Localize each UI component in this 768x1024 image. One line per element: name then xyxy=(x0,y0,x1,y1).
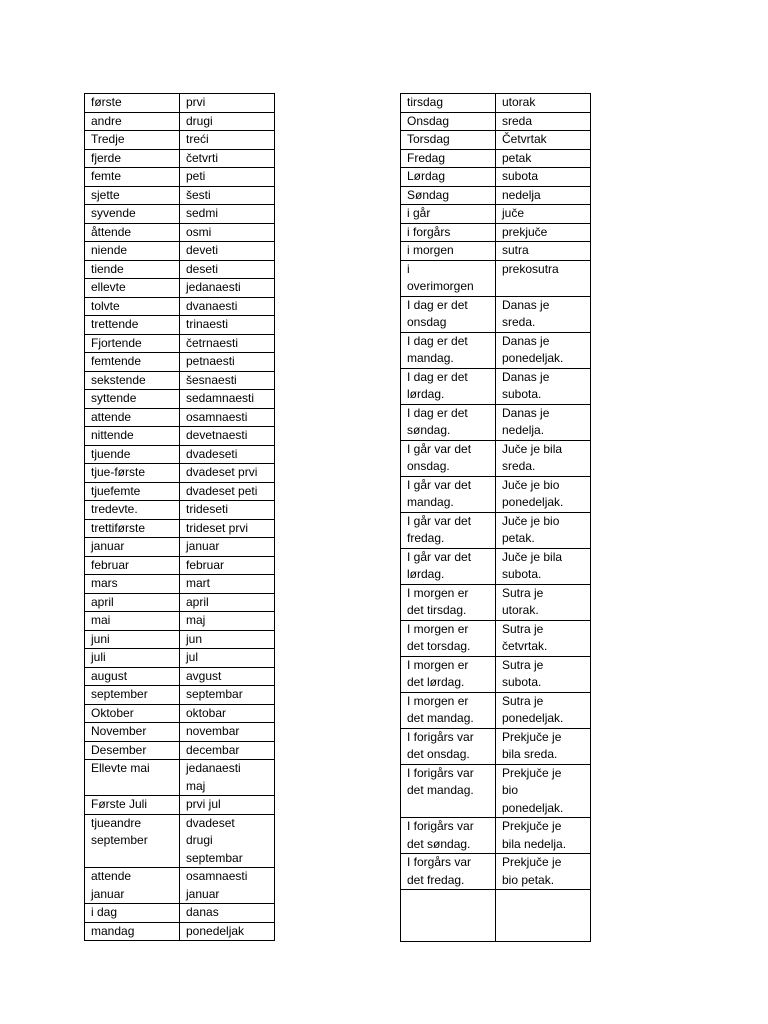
norwegian-term-cell: tjuefemte xyxy=(85,482,180,501)
norwegian-term-cell: Onsdag xyxy=(401,112,496,131)
norwegian-term-cell xyxy=(401,890,496,942)
serbian-term-cell: peti xyxy=(180,168,275,187)
table-row xyxy=(401,368,591,404)
norwegian-term-cell: sjette xyxy=(85,186,180,205)
table-row xyxy=(401,149,591,168)
norwegian-term-cell: syvende xyxy=(85,205,180,224)
table-row xyxy=(85,501,275,520)
norwegian-term-cell: trettiførste xyxy=(85,519,180,538)
table-row xyxy=(85,704,275,723)
norwegian-term-cell: I morgen er det lørdag. xyxy=(401,656,496,692)
serbian-term-cell: Sutra je utorak. xyxy=(496,584,591,620)
table-row xyxy=(401,854,591,890)
norwegian-term-cell: første xyxy=(85,94,180,113)
table-row xyxy=(85,575,275,594)
table-row xyxy=(85,556,275,575)
table-row xyxy=(85,260,275,279)
serbian-term-cell: Juče je bio petak. xyxy=(496,512,591,548)
norwegian-term-cell: i forgårs xyxy=(401,223,496,242)
serbian-term-cell: Četvrtak xyxy=(496,131,591,150)
table-row xyxy=(401,94,591,113)
table-row xyxy=(401,890,591,942)
table-row xyxy=(401,332,591,368)
serbian-term-cell: dvadeset drugi septembar xyxy=(180,814,275,868)
norwegian-term-cell: sekstende xyxy=(85,371,180,390)
table-row xyxy=(85,482,275,501)
serbian-term-cell: maj xyxy=(180,612,275,631)
serbian-term-cell: mart xyxy=(180,575,275,594)
norwegian-term-cell: I går var det onsdag. xyxy=(401,440,496,476)
serbian-term-cell: četvrti xyxy=(180,149,275,168)
serbian-term-cell: jedanaesti xyxy=(180,279,275,298)
norwegian-term-cell: Tredje xyxy=(85,131,180,150)
serbian-term-cell: juče xyxy=(496,205,591,224)
serbian-term-cell: februar xyxy=(180,556,275,575)
serbian-term-cell: sedamnaesti xyxy=(180,390,275,409)
serbian-term-cell: Danas je ponedeljak. xyxy=(496,332,591,368)
serbian-term-cell: petak xyxy=(496,149,591,168)
serbian-term-cell: šesnaesti xyxy=(180,371,275,390)
table-row xyxy=(401,205,591,224)
table-row xyxy=(85,427,275,446)
serbian-term-cell xyxy=(496,890,591,942)
table-row xyxy=(85,94,275,113)
table-row xyxy=(85,186,275,205)
vocabulary-table-left xyxy=(84,93,275,941)
norwegian-term-cell: I dag er det søndag. xyxy=(401,404,496,440)
table-row xyxy=(85,242,275,261)
norwegian-term-cell: Oktober xyxy=(85,704,180,723)
table-row xyxy=(85,316,275,335)
norwegian-term-cell: tolvte xyxy=(85,297,180,316)
serbian-term-cell: trideseti xyxy=(180,501,275,520)
serbian-term-cell: jun xyxy=(180,630,275,649)
norwegian-term-cell: september xyxy=(85,686,180,705)
serbian-term-cell: Danas je subota. xyxy=(496,368,591,404)
norwegian-term-cell: tjuende xyxy=(85,445,180,464)
serbian-term-cell: Prekjuče je bio ponedeljak. xyxy=(496,764,591,818)
table-row xyxy=(85,279,275,298)
serbian-term-cell: Sutra je četvrtak. xyxy=(496,620,591,656)
serbian-term-cell: osamnaesti januar xyxy=(180,868,275,904)
norwegian-term-cell: august xyxy=(85,667,180,686)
norwegian-term-cell: åttende xyxy=(85,223,180,242)
norwegian-term-cell: Søndag xyxy=(401,186,496,205)
serbian-term-cell: Juče je bila subota. xyxy=(496,548,591,584)
table-row xyxy=(85,868,275,904)
vocabulary-table-right xyxy=(400,93,591,942)
table-row xyxy=(85,297,275,316)
serbian-term-cell: devetnaesti xyxy=(180,427,275,446)
serbian-term-cell: osmi xyxy=(180,223,275,242)
serbian-term-cell: dvanaesti xyxy=(180,297,275,316)
table-row xyxy=(401,584,591,620)
serbian-term-cell: novembar xyxy=(180,723,275,742)
serbian-term-cell: septembar xyxy=(180,686,275,705)
table-row xyxy=(85,593,275,612)
norwegian-term-cell: tjue-første xyxy=(85,464,180,483)
table-row xyxy=(85,612,275,631)
serbian-term-cell: deseti xyxy=(180,260,275,279)
serbian-term-cell: jul xyxy=(180,649,275,668)
serbian-term-cell: danas xyxy=(180,904,275,923)
serbian-term-cell: dvadeset prvi xyxy=(180,464,275,483)
table-row xyxy=(85,519,275,538)
table-row xyxy=(85,538,275,557)
norwegian-term-cell: I forigårs var det søndag. xyxy=(401,818,496,854)
table-row xyxy=(85,371,275,390)
table-row xyxy=(85,686,275,705)
norwegian-term-cell: mai xyxy=(85,612,180,631)
table-row xyxy=(85,149,275,168)
table-row xyxy=(401,223,591,242)
table-row xyxy=(401,818,591,854)
table-row xyxy=(401,620,591,656)
norwegian-term-cell: ellevte xyxy=(85,279,180,298)
table-row xyxy=(85,464,275,483)
serbian-term-cell: Prekjuče je bila sreda. xyxy=(496,728,591,764)
norwegian-term-cell: i dag xyxy=(85,904,180,923)
table-row xyxy=(401,692,591,728)
serbian-term-cell: Prekjuče je bila nedelja. xyxy=(496,818,591,854)
table-row xyxy=(401,728,591,764)
table-row xyxy=(85,223,275,242)
vocabulary-table-left-body xyxy=(85,94,275,941)
serbian-term-cell: Juče je bio ponedeljak. xyxy=(496,476,591,512)
table-row xyxy=(85,445,275,464)
table-row xyxy=(85,112,275,131)
table-row xyxy=(401,112,591,131)
norwegian-term-cell: Lørdag xyxy=(401,168,496,187)
table-row xyxy=(401,296,591,332)
norwegian-term-cell: tiende xyxy=(85,260,180,279)
norwegian-term-cell: trettende xyxy=(85,316,180,335)
norwegian-term-cell: I forigårs var det onsdag. xyxy=(401,728,496,764)
norwegian-term-cell: I morgen er det tirsdag. xyxy=(401,584,496,620)
norwegian-term-cell: juni xyxy=(85,630,180,649)
norwegian-term-cell: januar xyxy=(85,538,180,557)
norwegian-term-cell: mandag xyxy=(85,922,180,941)
norwegian-term-cell: i overimorgen xyxy=(401,260,496,296)
table-row xyxy=(401,131,591,150)
table-row xyxy=(85,667,275,686)
serbian-term-cell: decembar xyxy=(180,741,275,760)
norwegian-term-cell: i morgen xyxy=(401,242,496,261)
table-row xyxy=(401,476,591,512)
serbian-term-cell: treći xyxy=(180,131,275,150)
serbian-term-cell: prvi jul xyxy=(180,796,275,815)
table-row xyxy=(401,440,591,476)
norwegian-term-cell: Fredag xyxy=(401,149,496,168)
table-row xyxy=(401,764,591,818)
norwegian-term-cell: attende xyxy=(85,408,180,427)
serbian-term-cell: ponedeljak xyxy=(180,922,275,941)
table-row xyxy=(85,723,275,742)
norwegian-term-cell: Fjortende xyxy=(85,334,180,353)
vocabulary-table-right-body xyxy=(401,94,591,942)
norwegian-term-cell: I morgen er det mandag. xyxy=(401,692,496,728)
table-row xyxy=(401,242,591,261)
table-row xyxy=(85,649,275,668)
table-row xyxy=(401,186,591,205)
serbian-term-cell: petnaesti xyxy=(180,353,275,372)
serbian-term-cell: Sutra je subota. xyxy=(496,656,591,692)
table-row xyxy=(401,512,591,548)
norwegian-term-cell: I går var det lørdag. xyxy=(401,548,496,584)
norwegian-term-cell: Desember xyxy=(85,741,180,760)
norwegian-term-cell: andre xyxy=(85,112,180,131)
norwegian-term-cell: Ellevte mai xyxy=(85,760,180,796)
serbian-term-cell: jedanaesti maj xyxy=(180,760,275,796)
serbian-term-cell: Sutra je ponedeljak. xyxy=(496,692,591,728)
table-row xyxy=(85,334,275,353)
norwegian-term-cell: I forigårs var det mandag. xyxy=(401,764,496,818)
norwegian-term-cell: tjueandre september xyxy=(85,814,180,868)
norwegian-term-cell: I morgen er det torsdag. xyxy=(401,620,496,656)
norwegian-term-cell: fjerde xyxy=(85,149,180,168)
table-row xyxy=(85,131,275,150)
serbian-term-cell: januar xyxy=(180,538,275,557)
serbian-term-cell: četrnaesti xyxy=(180,334,275,353)
norwegian-term-cell: syttende xyxy=(85,390,180,409)
table-row xyxy=(401,404,591,440)
norwegian-term-cell: I forgårs var det fredag. xyxy=(401,854,496,890)
norwegian-term-cell: I går var det fredag. xyxy=(401,512,496,548)
table-row xyxy=(85,408,275,427)
table-row xyxy=(401,656,591,692)
table-row xyxy=(85,630,275,649)
norwegian-term-cell: Torsdag xyxy=(401,131,496,150)
norwegian-term-cell: niende xyxy=(85,242,180,261)
table-row xyxy=(85,814,275,868)
norwegian-term-cell: juli xyxy=(85,649,180,668)
serbian-term-cell: Danas je sreda. xyxy=(496,296,591,332)
norwegian-term-cell: I går var det mandag. xyxy=(401,476,496,512)
serbian-term-cell: utorak xyxy=(496,94,591,113)
serbian-term-cell: oktobar xyxy=(180,704,275,723)
norwegian-term-cell: mars xyxy=(85,575,180,594)
serbian-term-cell: sreda xyxy=(496,112,591,131)
serbian-term-cell: dvadeseti xyxy=(180,445,275,464)
serbian-term-cell: Juče je bila sreda. xyxy=(496,440,591,476)
serbian-term-cell: osamnaesti xyxy=(180,408,275,427)
table-row xyxy=(85,904,275,923)
serbian-term-cell: Prekjuče je bio petak. xyxy=(496,854,591,890)
serbian-term-cell: sedmi xyxy=(180,205,275,224)
norwegian-term-cell: I dag er det mandag. xyxy=(401,332,496,368)
table-row xyxy=(85,796,275,815)
serbian-term-cell: prekosutra xyxy=(496,260,591,296)
table-row xyxy=(401,548,591,584)
table-row xyxy=(85,168,275,187)
serbian-term-cell: drugi xyxy=(180,112,275,131)
norwegian-term-cell: tirsdag xyxy=(401,94,496,113)
norwegian-term-cell: i går xyxy=(401,205,496,224)
serbian-term-cell: trinaesti xyxy=(180,316,275,335)
serbian-term-cell: prvi xyxy=(180,94,275,113)
norwegian-term-cell: attende januar xyxy=(85,868,180,904)
table-row xyxy=(85,760,275,796)
norwegian-term-cell: nittende xyxy=(85,427,180,446)
norwegian-term-cell: tredevte. xyxy=(85,501,180,520)
serbian-term-cell: šesti xyxy=(180,186,275,205)
serbian-term-cell: avgust xyxy=(180,667,275,686)
serbian-term-cell: Danas je nedelja. xyxy=(496,404,591,440)
norwegian-term-cell: November xyxy=(85,723,180,742)
serbian-term-cell: deveti xyxy=(180,242,275,261)
table-row xyxy=(85,353,275,372)
serbian-term-cell: prekjuče xyxy=(496,223,591,242)
serbian-term-cell: dvadeset peti xyxy=(180,482,275,501)
table-row xyxy=(85,922,275,941)
table-row xyxy=(85,390,275,409)
norwegian-term-cell: femtende xyxy=(85,353,180,372)
serbian-term-cell: nedelja xyxy=(496,186,591,205)
table-row xyxy=(401,260,591,296)
norwegian-term-cell: I dag er det onsdag xyxy=(401,296,496,332)
serbian-term-cell: trideset prvi xyxy=(180,519,275,538)
norwegian-term-cell: I dag er det lørdag. xyxy=(401,368,496,404)
norwegian-term-cell: april xyxy=(85,593,180,612)
table-row xyxy=(85,741,275,760)
serbian-term-cell: april xyxy=(180,593,275,612)
table-row xyxy=(85,205,275,224)
table-row xyxy=(401,168,591,187)
serbian-term-cell: subota xyxy=(496,168,591,187)
serbian-term-cell: sutra xyxy=(496,242,591,261)
norwegian-term-cell: februar xyxy=(85,556,180,575)
norwegian-term-cell: femte xyxy=(85,168,180,187)
norwegian-term-cell: Første Juli xyxy=(85,796,180,815)
